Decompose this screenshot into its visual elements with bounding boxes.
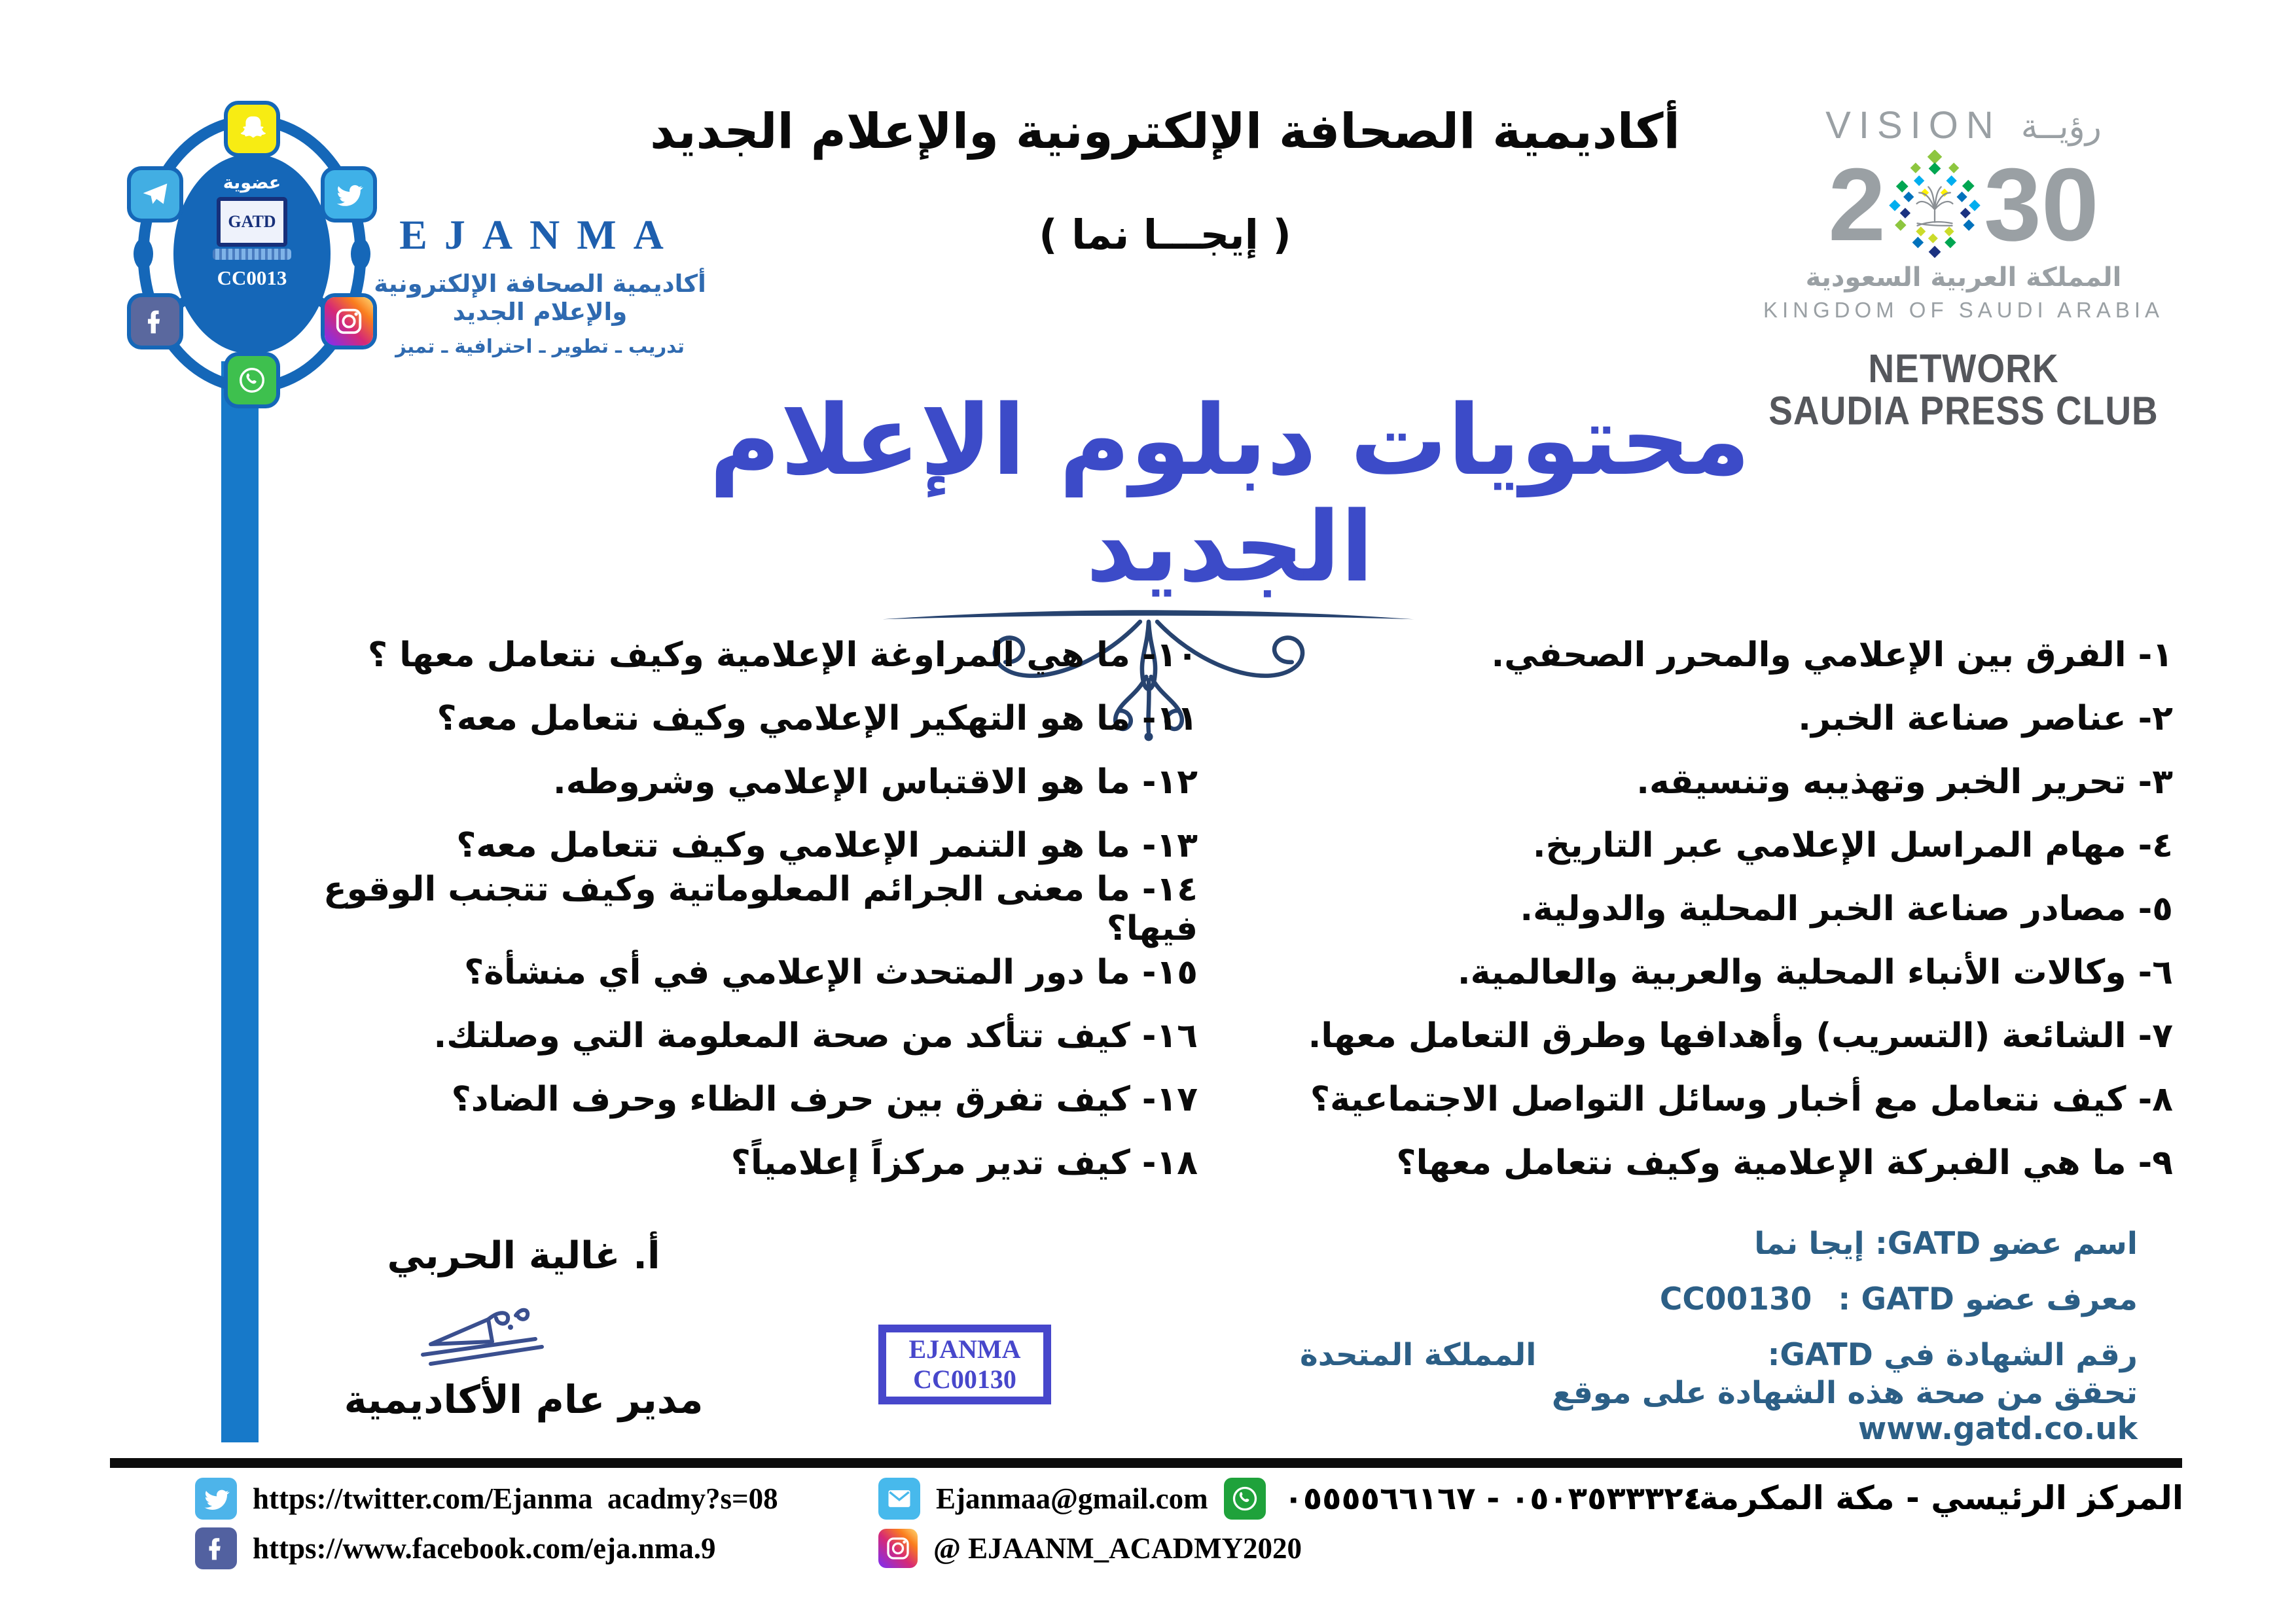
document-title: محتويات دبلوم الإعلام الجديد xyxy=(709,384,1751,603)
year-right: 30 xyxy=(1984,147,2099,262)
email-phone-row xyxy=(878,1476,1702,1521)
list-item: ٣- تحرير الخبر وتهذيبه وتنسيقه. xyxy=(1636,762,2173,802)
list-item: ٤- مهام المراسل الإعلامي عبر التاريخ. xyxy=(1532,825,2173,865)
list-item: ٢- عناصر صناعة الخبر. xyxy=(1798,698,2173,738)
twitter-icon[interactable] xyxy=(195,1478,237,1520)
ejanma-stamp xyxy=(878,1325,1051,1404)
logo-center xyxy=(173,154,331,353)
whatsapp-icon[interactable] xyxy=(1224,1478,1266,1520)
brand-tagline: تدريب ـ تطوير ـ احترافية ـ تميز xyxy=(395,335,685,357)
list-item: ٧- الشائعة (التسريب) وأهدافها وطرق التعامل معها. xyxy=(1308,1016,2173,1056)
list-item: ١٣- ما هو التنمر الإعلامي وكيف تتعامل معه؟ xyxy=(456,825,1198,865)
laptop-icon xyxy=(213,197,291,260)
vision-ar: رؤيــة xyxy=(2020,107,2102,147)
email-address[interactable]: Ejanmaa@gmail.com xyxy=(936,1482,1208,1515)
gatd-verify-note: تحقق من صحة هذه الشهادة على موقع www.gatd.co.uk xyxy=(1552,1374,2138,1447)
page-title: أكاديمية الصحافة الإلكترونية والإعلام الجديد xyxy=(650,103,1680,160)
list-item: ١١- ما هو التهكير الإعلامي وكيف نتعامل معه؟ xyxy=(437,698,1198,738)
brand-name-arabic: أكاديمية الصحافة الإلكترونية والإعلام الجديد xyxy=(374,270,706,326)
vision-wordmark xyxy=(1825,103,2102,147)
signatory-name: أ. غالية الحربي xyxy=(387,1234,660,1277)
signatory-role: مدير عام الأكاديمية xyxy=(344,1377,704,1422)
handwritten-signature xyxy=(411,1304,607,1374)
list-item: ١- الفرق بين الإعلامي والمحرر الصحفي. xyxy=(1491,635,2173,675)
palm-emblem-icon xyxy=(1888,150,1981,260)
network-line1: NETWORK xyxy=(1868,345,2059,391)
snapchat-icon xyxy=(228,105,276,153)
facebook-icon xyxy=(131,297,179,346)
laptop-keyboard xyxy=(213,249,291,260)
stamp-line1: EJANMA xyxy=(908,1334,1021,1364)
email-icon[interactable] xyxy=(878,1478,920,1520)
gatd-member-info xyxy=(1300,1216,2138,1447)
gatd-member-id-label: معرف عضو GATD : xyxy=(1838,1281,2138,1317)
gatd-cert-country: المملكة المتحدة xyxy=(1300,1337,1537,1373)
instagram-icon[interactable] xyxy=(878,1529,918,1568)
list-item: ١٢- ما هو الاقتباس الإعلامي وشروطه. xyxy=(552,762,1198,802)
vision-en: VISION xyxy=(1825,104,2001,147)
list-item: ١٤- ما معنى الجرائم المعلوماتية وكيف تتجنب الوقوع فيها؟ xyxy=(323,869,1198,948)
vision-year xyxy=(1828,147,2099,262)
list-item: ٦- وكالات الأنباء المحلية والعربية والعالمية. xyxy=(1457,952,2173,992)
footer-contact xyxy=(878,1476,1702,1576)
whatsapp-icon xyxy=(228,356,276,404)
gatd-member-name: اسم عضو GATD: إيجا نما xyxy=(1754,1226,2138,1262)
twitter-url[interactable]: https://twitter.com/Ejanma acadmy?s=08 xyxy=(253,1482,778,1515)
facebook-link-row xyxy=(195,1526,778,1571)
laptop-screen-text: GATD xyxy=(217,197,287,247)
vertical-accent-bar xyxy=(221,361,259,1442)
gatd-member-id-value: CC00130 xyxy=(1659,1281,1812,1317)
list-item: ٨- كيف نتعامل مع أخبار وسائل التواصل الاجتماعية؟ xyxy=(1310,1079,2173,1119)
list-item: ١٠- ما هي المراوغة الإعلامية وكيف نتعامل معها ؟ xyxy=(367,635,1198,675)
gatd-member-id xyxy=(1300,1272,2138,1327)
twitter-link-row xyxy=(195,1476,778,1521)
year-left: 2 xyxy=(1828,147,1886,262)
logo-member-code: CC0013 xyxy=(217,266,287,289)
gatd-cert-label: رقم الشهادة في GATD: xyxy=(1767,1337,2138,1373)
diploma-items-1-9 xyxy=(1237,623,2173,1194)
network-line2: SAUDIA PRESS CLUB xyxy=(1768,388,2159,434)
headquarters-label: المركز الرئيسي - مكة المكرمة: xyxy=(1685,1479,2183,1517)
list-item: ١٥- ما دور المتحدث الإعلامي في أي منشأة؟ xyxy=(464,952,1198,992)
telegram-icon xyxy=(131,170,179,219)
kingdom-arabic: المملكة العربية السعودية xyxy=(1805,262,2122,293)
palm-tree-glyph xyxy=(1917,187,1953,226)
facebook-url[interactable]: https://www.facebook.com/eja.nma.9 xyxy=(253,1532,716,1565)
vision2030-logo xyxy=(1734,103,2193,434)
membership-label: عضوية xyxy=(223,173,281,193)
footer-social-links xyxy=(195,1476,778,1576)
footer-divider xyxy=(110,1458,2182,1468)
facebook-icon[interactable] xyxy=(195,1527,237,1569)
brand-name: EJANMA xyxy=(399,211,681,258)
list-item: ٥- مصادر صناعة الخبر المحلية والدولية. xyxy=(1520,889,2173,929)
stamp-line2: CC00130 xyxy=(913,1364,1016,1394)
instagram-handle[interactable]: @ EJAANM_ACADMY2020 xyxy=(933,1532,1302,1565)
page-subtitle: ( إيجـــا نما ) xyxy=(1039,211,1291,259)
instagram-row xyxy=(878,1526,1702,1571)
phone-numbers: ٠٥٠٣٥٣٣٣٢٤ - ٠٥٥٥٥٦٦١٦٧ xyxy=(1283,1480,1702,1517)
kingdom-english: KINGDOM OF SAUDI ARABIA xyxy=(1763,298,2164,322)
list-item: ١٧- كيف تفرق بين حرف الظاء وحرف الضاد؟ xyxy=(451,1079,1198,1119)
diploma-items-10-18 xyxy=(223,623,1198,1194)
list-item: ١٨- كيف تدير مركزاً إعلامياً؟ xyxy=(730,1143,1198,1183)
brand-block xyxy=(331,211,749,357)
list-item: ٩- ما هي الفبركة الإعلامية وكيف نتعامل معها؟ xyxy=(1396,1143,2173,1183)
list-item: ١٦- كيف تتأكد من صحة المعلومة التي وصلتك. xyxy=(433,1016,1198,1056)
